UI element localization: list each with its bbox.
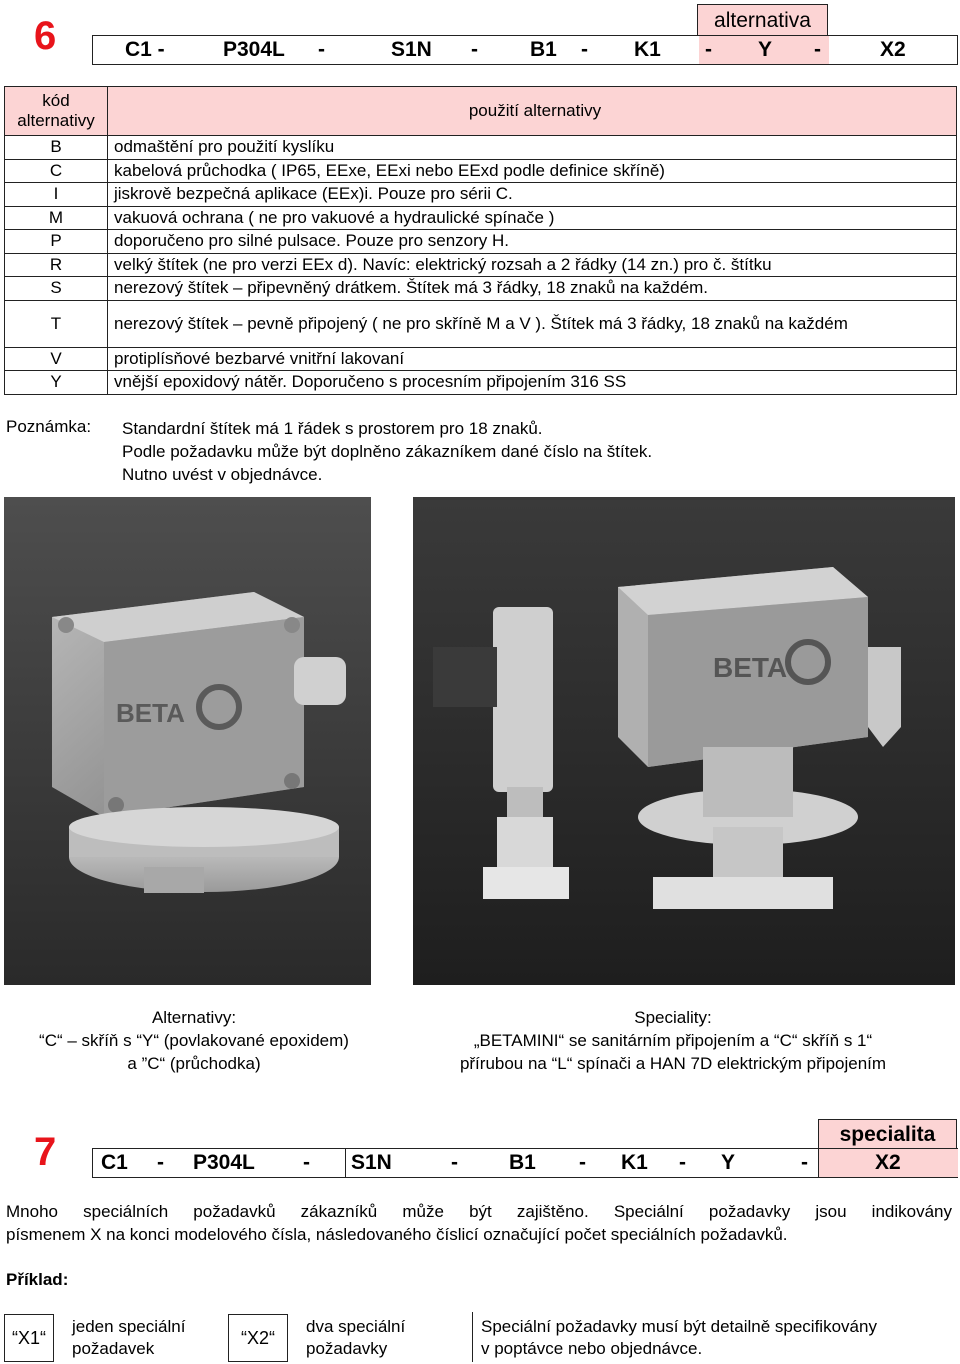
pressure-switch-illustration: [4, 497, 371, 985]
code-part: -: [318, 38, 325, 61]
code-part: C1 -: [125, 38, 165, 61]
note-label: Poznámka:: [6, 417, 92, 436]
code-part: -: [579, 1151, 586, 1174]
table-row: [5, 206, 957, 230]
paragraph-line: písmenem X na konci modelového čísla, následovaného číslicí označující počet speciálních požadavků.: [6, 1225, 788, 1244]
code-part: -: [157, 1151, 164, 1174]
caption-line: “C“ – skříň s “Y“ (povlakované epoxidem): [39, 1031, 349, 1050]
code-divider: [345, 1149, 346, 1177]
row-text: nerezový štítek – pevně připojený ( ne pro skříně M a V ). Štítek má 3 řádky, 18 znaků na každém: [108, 300, 957, 347]
code-part: Y: [758, 38, 773, 61]
code-part: -: [303, 1151, 310, 1174]
example-label: Příklad:: [6, 1270, 69, 1289]
section-7-number: 7: [34, 1130, 57, 1174]
x1-code-box: “X1“: [4, 1314, 54, 1362]
note-line: Nutno uvést v objednávce.: [122, 465, 323, 484]
table-row: [5, 136, 957, 160]
row-key: I: [5, 183, 108, 207]
caption-line: Alternativy:: [151, 1008, 237, 1027]
table-row: [5, 183, 957, 207]
table-row: [5, 277, 957, 301]
caption-line: a ”C“ (průchodka): [127, 1054, 261, 1073]
code-part: C1: [101, 1151, 128, 1174]
caption-line: přírubou na “L“ spínači a HAN 7D elektrickým připojením: [459, 1054, 887, 1073]
code-part: -: [705, 38, 712, 61]
row-key: S: [5, 277, 108, 301]
caption-specialities: [413, 1006, 933, 1075]
table-row: [5, 159, 957, 183]
code-part: -: [814, 38, 821, 61]
code-part: B1: [530, 38, 557, 61]
header-key: kód alternativy: [5, 87, 108, 136]
code-part: X2: [880, 38, 906, 61]
pressure-switches-illustration: [413, 497, 955, 985]
table-row: [5, 371, 957, 395]
x2-desc-line: požadavky: [306, 1339, 388, 1358]
alternativa-label: alternativa: [697, 4, 828, 36]
caption-alternatives: [4, 1006, 384, 1075]
x2-desc-line: dva speciální: [306, 1317, 406, 1336]
paragraph-line: Mnoho speciálních požadavků zákazníků může být zajištěno. Speciální požadavky jsou indikovány: [6, 1202, 952, 1221]
code-part: S1N: [351, 1151, 392, 1174]
x1-desc-line: požadavek: [72, 1339, 155, 1358]
note-line: Podle požadavku může být doplněno zákazníkem dané číslo na štítek.: [122, 442, 653, 461]
header-value: použití alternativy: [108, 87, 957, 136]
row-key: R: [5, 253, 108, 277]
code-part: Y: [721, 1151, 736, 1174]
photo-pressure-switches-right: [413, 497, 955, 985]
row-key: B: [5, 136, 108, 160]
row-text: kabelová průchodka ( IP65, EExe, EExi nebo EExd podle definice skříně): [108, 159, 957, 183]
x1-desc-line: jeden speciální: [72, 1317, 186, 1336]
beta-logo-left: BETA: [116, 698, 185, 728]
row-text: velký štítek (ne pro verzi EEx d). Navíc: elektrický rozsah a 2 řádky (14 zn.) pro č. štítku: [108, 253, 957, 277]
table-row: [5, 347, 957, 371]
table-header: [5, 87, 957, 136]
table-row: [5, 253, 957, 277]
code-part: -: [471, 38, 478, 61]
code-part: P304L: [193, 1151, 255, 1174]
final-note-line: Speciální požadavky musí být detailně specifikovány: [481, 1317, 877, 1336]
row-key: C: [5, 159, 108, 183]
code-part: S1N: [391, 38, 432, 61]
row-key: Y: [5, 371, 108, 395]
code-part: K1: [634, 38, 661, 61]
x2-description: [306, 1316, 405, 1360]
caption-line: „BETAMINI“ se sanitárním připojením a “C“ skříň s 1“: [473, 1031, 873, 1050]
model-code-section-6: [92, 35, 958, 65]
divider-line: [472, 1312, 473, 1362]
model-code-section-7: [92, 1148, 958, 1178]
specialita-label: specialita: [818, 1119, 957, 1150]
code-part: -: [679, 1151, 686, 1174]
beta-logo-right: BETA: [713, 652, 788, 683]
alternatives-table: [4, 86, 957, 395]
special-requirements-paragraph: [6, 1200, 952, 1246]
note-line: Standardní štítek má 1 řádek s prostorem pro 18 znaků.: [122, 419, 543, 438]
row-text: protiplísňové bezbarvé vnitřní lakovaní: [108, 347, 957, 371]
caption-line: Speciality:: [634, 1008, 712, 1027]
table-row: [5, 230, 957, 254]
code-part: -: [581, 38, 588, 61]
row-text: vnější epoxidový nátěr. Doporučeno s procesním připojením 316 SS: [108, 371, 957, 395]
row-key: P: [5, 230, 108, 254]
row-text: doporučeno pro silné pulsace. Pouze pro senzory H.: [108, 230, 957, 254]
final-note-line: v poptávce nebo objednávce.: [481, 1339, 703, 1358]
code-part: P304L: [223, 38, 285, 61]
code-part: X2: [875, 1151, 901, 1174]
row-text: jiskrově bezpečná aplikace (EEx)i. Pouze pro sérii C.: [108, 183, 957, 207]
code-part: -: [801, 1151, 808, 1174]
row-text: odmaštění pro použití kyslíku: [108, 136, 957, 160]
note-text: [122, 417, 652, 486]
photo-pressure-switch-left: [4, 497, 371, 985]
row-key: V: [5, 347, 108, 371]
table-row: [5, 300, 957, 347]
row-key: M: [5, 206, 108, 230]
section-6-number: 6: [34, 14, 57, 58]
x2-code-box: “X2“: [228, 1314, 288, 1362]
code-part: B1: [509, 1151, 536, 1174]
code-part: K1: [621, 1151, 648, 1174]
code-part: -: [451, 1151, 458, 1174]
row-key: T: [5, 300, 108, 347]
x1-description: [72, 1316, 185, 1360]
row-text: nerezový štítek – připevněný drátkem. Štítek má 3 řádky, 18 znaků na každém.: [108, 277, 957, 301]
final-note: [481, 1316, 951, 1360]
row-text: vakuová ochrana ( ne pro vakuové a hydraulické spínače ): [108, 206, 957, 230]
